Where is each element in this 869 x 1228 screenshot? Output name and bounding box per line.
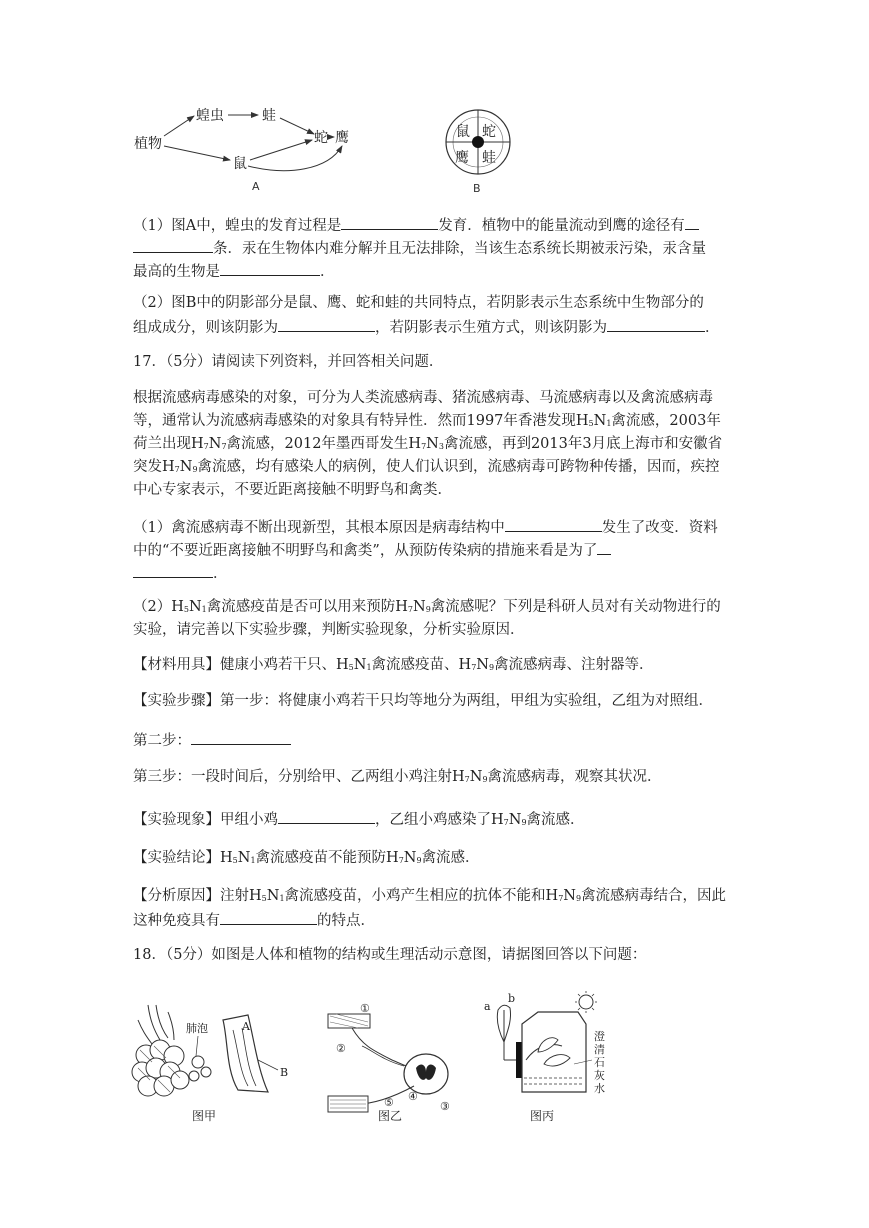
q16-part1-line3: 最高的生物是 ． — [133, 260, 335, 282]
limewater-char-2: 清 — [594, 1043, 605, 1056]
figure-a-label: A — [252, 180, 260, 193]
label-3: ③ — [440, 1100, 450, 1113]
cell-snake: 蛇 — [482, 124, 496, 140]
q18-title: 18．（5分）如图是人体和植物的结构或生理活动示意图，请据图回答以下问题： — [133, 947, 647, 963]
figure-b-label: B — [473, 182, 481, 195]
answer-blank[interactable] — [191, 729, 291, 745]
q17-passage-line1: 根据流感病毒感染的对象，可分为人类流感病毒、猪流感病毒、马流感病毒以及禽流感病毒 — [133, 390, 713, 406]
q17-part2-line2: 实验，请完善以下实验步骤，判断实验现象，分析实验原因． — [133, 622, 525, 638]
label-A: A — [242, 1020, 250, 1033]
node-snake: 蛇 — [314, 130, 328, 146]
label-alveolus: 肺泡 — [186, 1022, 208, 1035]
caption-bing: 图丙 — [530, 1109, 555, 1123]
cell-frog: 蛙 — [482, 150, 496, 166]
label-2: ② — [336, 1042, 346, 1055]
q16-part2-line2: 组成成分，则该阴影为 ，若阴影表示生殖方式，则该阴影为 ． — [133, 316, 720, 338]
answer-blank[interactable] — [505, 516, 602, 532]
q17-title: 17．（5分）请阅读下列资料，并回答相关问题． — [133, 354, 444, 370]
q16-part2-line1: （2）图B中的阴影部分是鼠、鹰、蛇和蛙的共同特点，若阴影表示生态系统中生物部分的 — [133, 295, 704, 311]
limewater-char-3: 石 — [594, 1056, 605, 1069]
sun-icon — [579, 995, 593, 1009]
steps-line: 【实验步骤】第一步：将健康小鸡若干只均等地分为两组，甲组为实验组，乙组为对照组． — [133, 693, 713, 709]
answer-blank[interactable] — [133, 237, 213, 253]
glass-jar — [522, 1012, 586, 1092]
jar-seal — [516, 1042, 522, 1078]
q17-part1-line1: （1）禽流感病毒不断出现新型，其根本原因是病毒结构中 发生了改变．资料 — [133, 516, 718, 538]
q17-part1-line3: ． — [133, 562, 228, 584]
label-a: a — [484, 1000, 491, 1013]
label-b: b — [508, 992, 516, 1005]
analysis-line2: 这种免疫具有 的特点． — [133, 909, 375, 931]
q17-passage-line2: 等，通常认为流感病毒感染的对象具有特异性．然而1997年香港发现H5N1禽流感，2003年 — [133, 413, 721, 429]
answer-blank[interactable] — [220, 260, 320, 276]
limewater-char-1: 澄 — [594, 1030, 605, 1043]
q17-part2-line1: （2）H5N1禽流感疫苗是否可以用来预防H7N9禽流感呢？下列是科研人员对有关动物进行的 — [133, 599, 721, 615]
step2-line: 第二步： — [133, 729, 291, 751]
figure-jia-alveoli — [128, 1000, 308, 1125]
answer-blank[interactable] — [220, 909, 317, 925]
cell-eagle: 鹰 — [455, 150, 469, 166]
q17-part1-line2: 中的“不要近距离接触不明野鸟和禽类”，从预防传染病的措施来看是为了 — [133, 539, 611, 561]
node-eagle: 鹰 — [335, 130, 349, 146]
node-plant: 植物 — [134, 136, 162, 152]
alveolus-detail-bubbles — [189, 1056, 211, 1081]
analysis-line1: 【分析原因】注射H5N1禽流感疫苗，小鸡产生相应的抗体不能和H7N9禽流感病毒结合，因此 — [133, 888, 727, 904]
materials-line: 【材料用具】健康小鸡若干只、H5N1禽流感疫苗、H7N9禽流感病毒、注射器等． — [133, 657, 654, 673]
answer-blank[interactable] — [278, 808, 375, 824]
circle-diagram-figure-b — [440, 108, 520, 196]
answer-blank[interactable] — [597, 539, 611, 555]
cell-rat: 鼠 — [456, 124, 470, 140]
node-frog: 蛙 — [262, 108, 276, 124]
label-B: B — [280, 1066, 289, 1079]
food-web-figure-a — [128, 100, 368, 195]
phenomenon-line: 【实验现象】甲组小鸡 ，乙组小鸡感染了H7N9禽流感． — [133, 808, 585, 833]
label-1: ① — [360, 1002, 370, 1015]
q17-passage-line3: 荷兰出现H7N7禽流感，2012年墨西哥发生H7N3禽流感，再到2013年3月底上海市和安徽省 — [133, 436, 723, 452]
q16-part1-line1: （1）图A中，蝗虫的发育过程是 发育．植物中的能量流动到鹰的途径有 — [133, 214, 699, 236]
answer-blank[interactable] — [341, 214, 438, 230]
q17-passage-line5: 中心专家表示，不要近距离接触不明野鸟和禽类． — [133, 482, 452, 498]
limewater-char-4: 灰 — [594, 1069, 605, 1082]
conclusion-line: 【实验结论】H5N1禽流感疫苗不能预防H7N9禽流感． — [133, 850, 480, 866]
label-4: ④ — [408, 1090, 418, 1103]
alveoli-cluster — [132, 1040, 189, 1096]
figure-yi-reflex-arc — [322, 1000, 462, 1125]
label-5: ⑤ — [384, 1096, 394, 1109]
answer-blank[interactable] — [685, 214, 699, 230]
q16-part1-line2: 条．汞在生物体内难分解并且无法排除，当该生态系统长期被汞污染，汞含量 — [133, 237, 706, 259]
step3-line: 第三步：一段时间后，分别给甲、乙两组小鸡注射H7N9禽流感病毒，观察其状况． — [133, 769, 662, 785]
caption-yi: 图乙 — [378, 1109, 403, 1123]
caption-jia: 图甲 — [192, 1109, 217, 1123]
figure-bing-plant-jar — [478, 990, 618, 1125]
answer-blank[interactable] — [133, 562, 213, 578]
q17-passage-line4: 突发H7N9禽流感，均有感染人的病例，使人们认识到，流感病毒可跨物种传播，因而，疾控 — [133, 459, 720, 475]
limewater-char-5: 水 — [594, 1082, 605, 1095]
answer-blank[interactable] — [278, 316, 375, 332]
node-rat: 鼠 — [233, 156, 247, 172]
node-locust: 蝗虫 — [196, 108, 224, 124]
answer-blank[interactable] — [607, 316, 705, 332]
